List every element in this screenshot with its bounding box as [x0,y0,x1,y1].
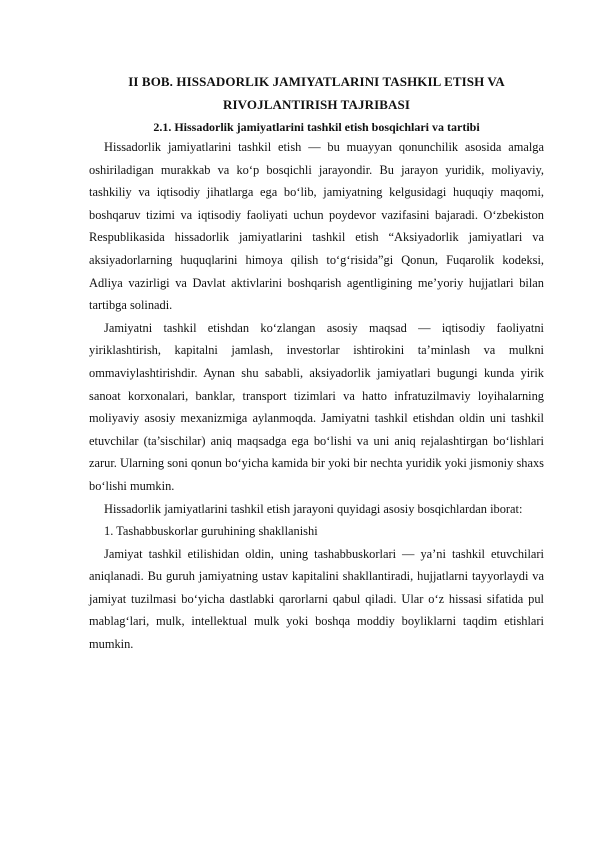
paragraph-stages-intro: Hissadorlik jamiyatlarini tashkil etish jarayoni quyidagi asosiy bosqichlardan iborat: [104,501,523,516]
chapter-title-line-1: II BOB. HISSADORLIK JAMIYATLARINI TASHKIL ETISH VA [128,74,505,89]
document-page [89,70,544,656]
paragraph-founders: Jamiyat tashkil etilishidan oldin, uning tashabbuskorlari — ya’ni tashkil etuvchilari aniqlanadi. Bu guruh jamiyatning ustav kapitalini shakllantiradi, hujjatlarni tayyorlaydi va jamiyat tuzilmasi bo‘yicha dastlabki qarorlarni qabul qiladi. Ular o‘z hissasi sifatida pul mablag‘lari, mulk, intellektual mulk yoki boshqa moddiy boyliklarni taqdim etishlari mumkin. [89,546,544,652]
stage-heading-1: 1. Tashabbuskorlar guruhining shakllanishi [104,524,318,539]
chapter-title-line-2: RIVOJLANTIRISH TAJRIBASI [223,97,410,112]
paragraph-intro: Hissadorlik jamiyatlarini tashkil etish — bu muayyan qonunchilik asosida amalga oshiriladigan murakkab va ko‘p bosqichli jarayondir. Bu jarayon yuridik, moliyaviy, tashkiliy va iqtisodiy jihatlarga ega bo‘lib, jamiyatning kelgusidagi huquqiy maqomi, boshqaruv tizimi va iqtisodiy faoliyati uchun poydevor vazifasini bajaradi. O‘zbekiston Respublikasida hissadorlik jamiyatlarini tashkil etish “Aksiyadorlik jamiyatlari va aksiyadorlarning huquqlarini himoya qilish to‘g‘risida”gi Qonun, Fuqarolik kodeksi, Adliya vazirligi va Davlat aktivlarini boshqarish agentligining me’yoriy hujjatlari bilan tartibga solinadi. [89,140,544,313]
section-title: 2.1. Hissadorlik jamiyatlarini tashkil etish bosqichlari va tartibi [153,120,480,134]
paragraph-purpose: Jamiyatni tashkil etishdan ko‘zlangan asosiy maqsad — iqtisodiy faoliyatni yiriklashtirish, kapitalni jamlash, investorlar ishtirokini ta’minlash va mulkni ommaviylashtirishdir. Aynan shu sababli, aksiyadorlik jamiyatlari bugungi kunda yirik sanoat korxonalari, banklar, transport tizimlari va hatto infratuzilmaviy loyihalarning moliyaviy asosiy mexanizmiga aylanmoqda. Jamiyatni tashkil etishdan oldin uni tashkil etuvchilar (ta’sischilar) aniq maqsadga ega bo‘lishi va uni aniq rejalashtirgan bo‘lishlari zarur. Ularning soni qonun bo‘yicha kamida bir yoki bir nechta yuridik yoki jismoniy shaxs bo‘lishi mumkin. [89,320,544,493]
chapter-title [89,70,544,116]
